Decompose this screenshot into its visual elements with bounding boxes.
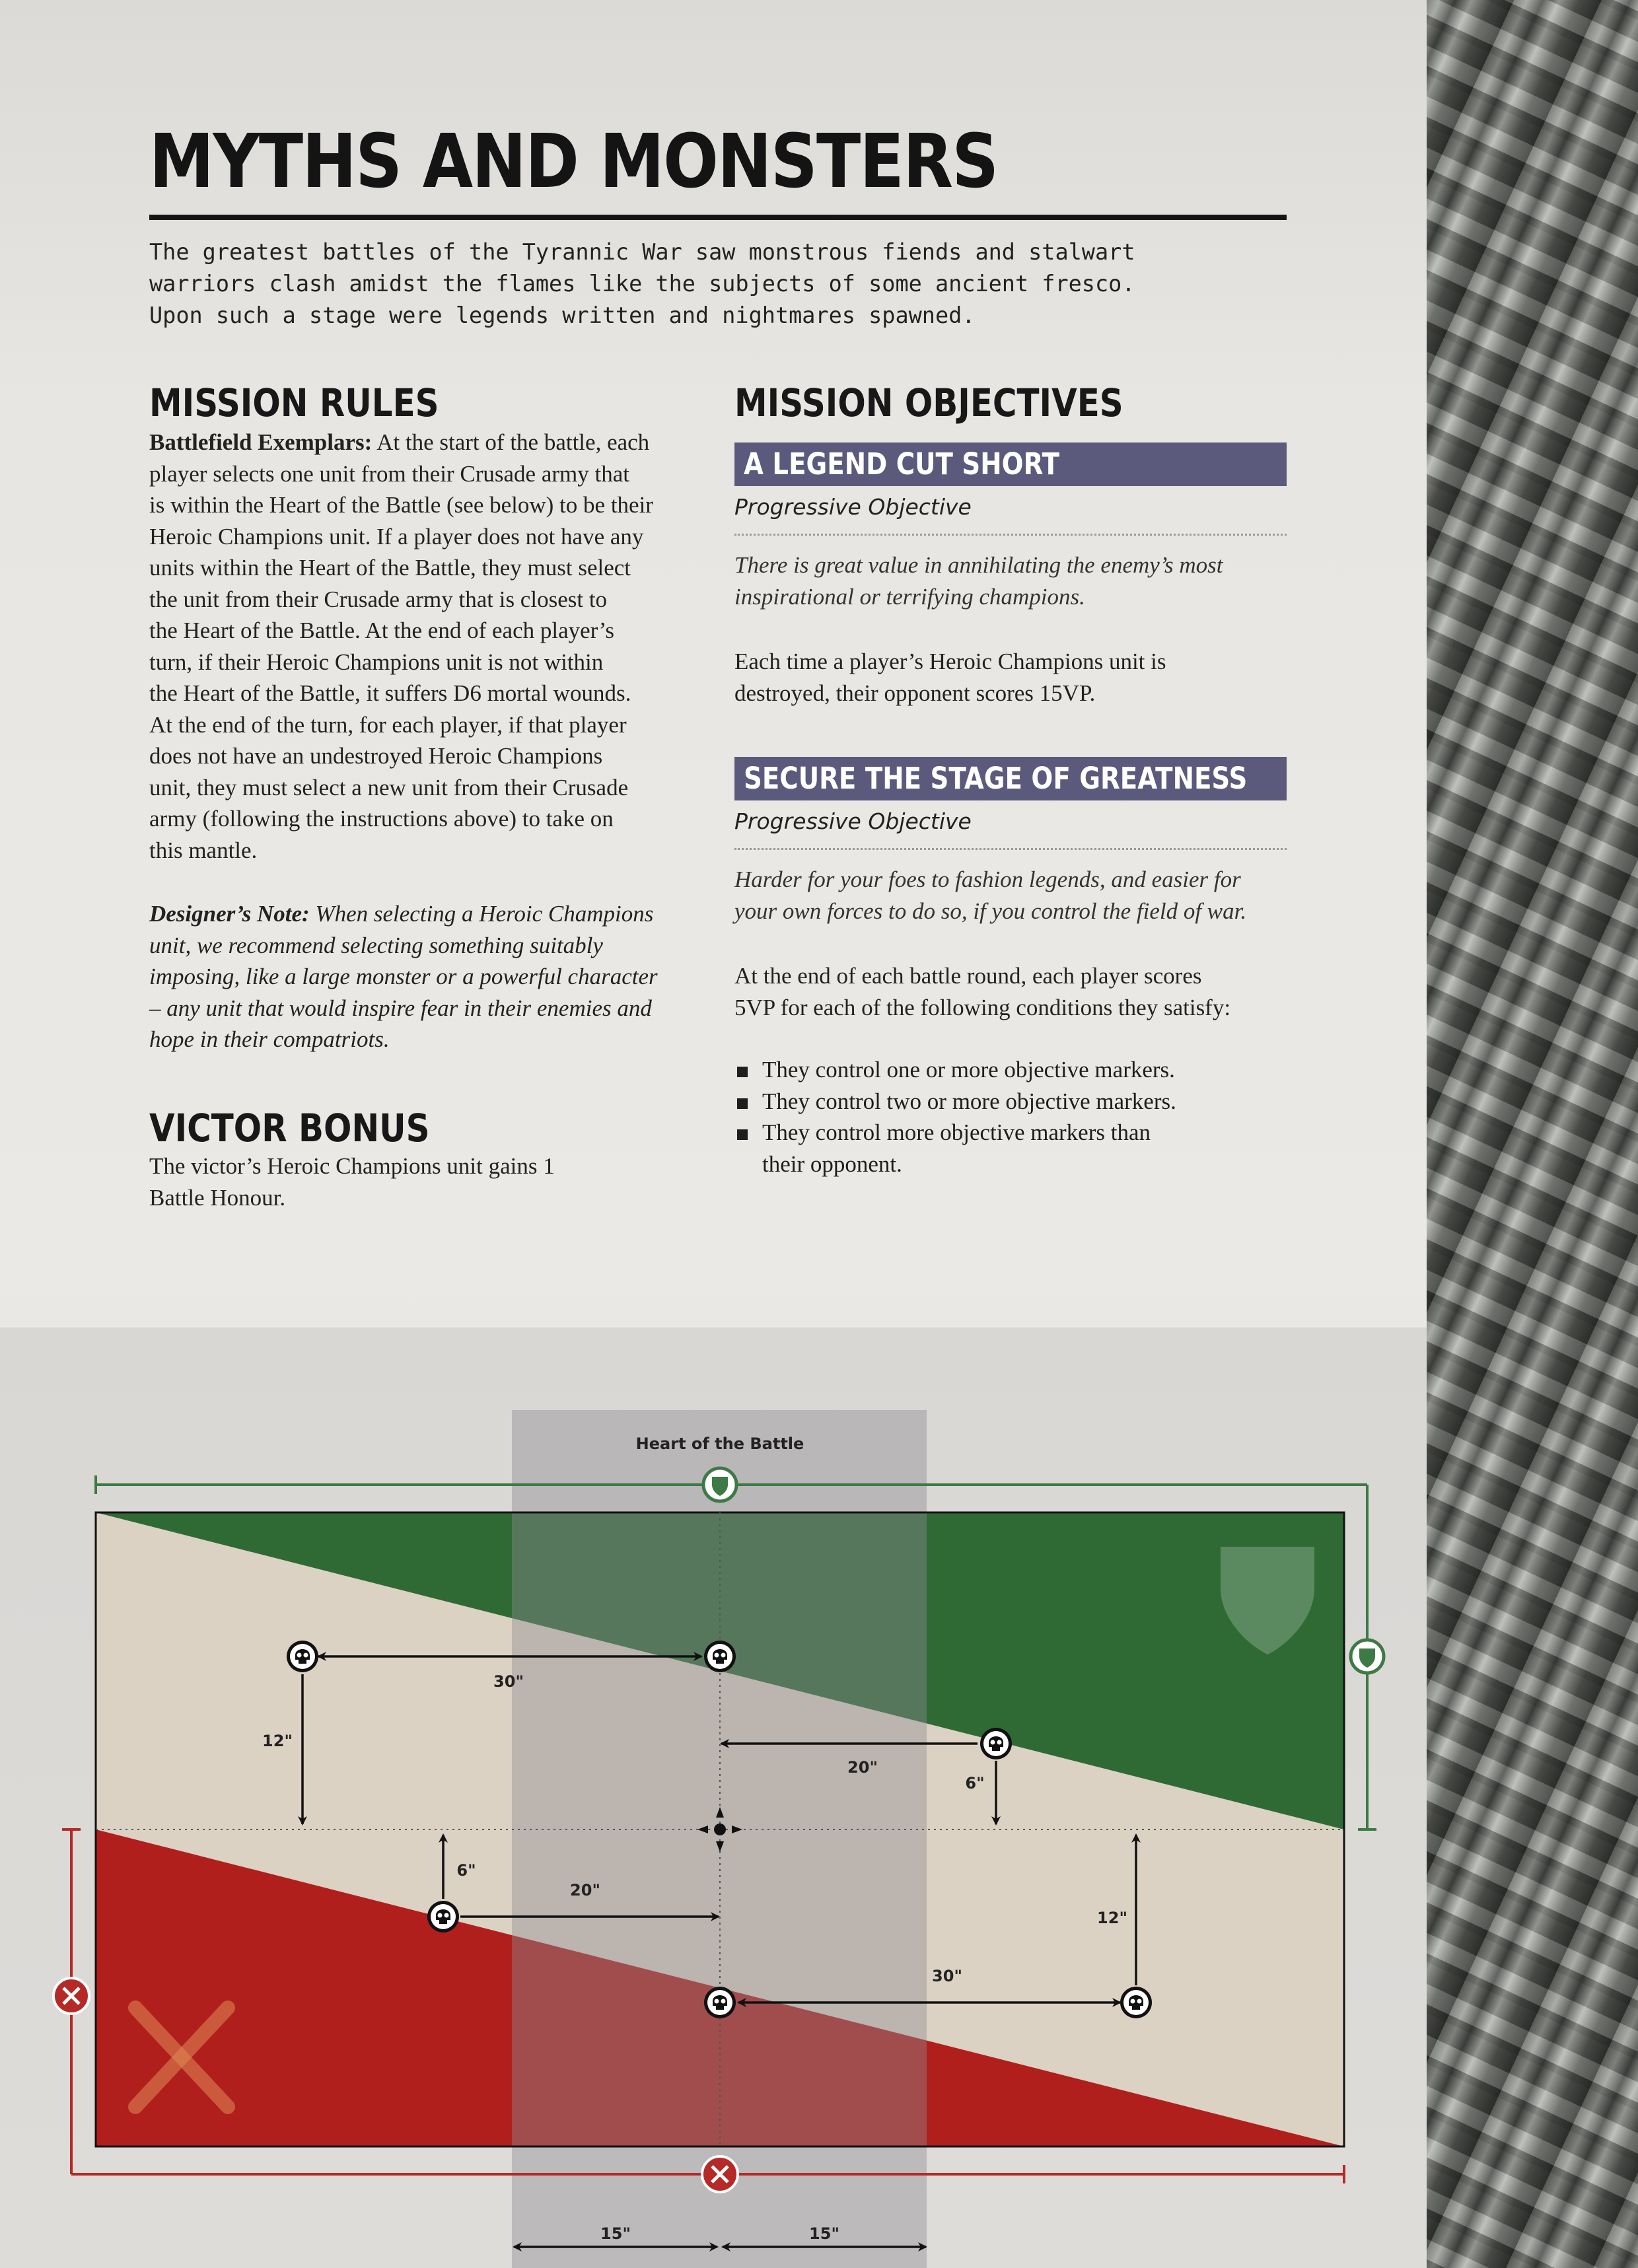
body-line: 5VP for each of the following conditions they satisfy:: [734, 994, 1231, 1020]
intro-line: warriors clash amidst the flames like the subjects of some ancient fresco.: [149, 271, 1135, 297]
distance-label: 20": [847, 1758, 878, 1777]
note-line: hope in their compatriots.: [149, 1026, 390, 1052]
decorative-sidebar-texture: [1427, 0, 1638, 2268]
objective-banner: [734, 757, 1287, 800]
note-line: When selecting a Heroic Champions: [315, 901, 654, 927]
title-rule: [149, 215, 1287, 220]
rule-line: turn, if their Heroic Champions unit is not within: [149, 649, 604, 675]
distance-label: 12": [1097, 1909, 1127, 1927]
victor-bonus-text: [149, 1151, 730, 1213]
skull-objective-icon: [704, 1641, 736, 1672]
victor-line: The victor’s Heroic Champions unit gains 1: [149, 1153, 555, 1179]
intro-line: Upon such a stage were legends written and nightmares spawned.: [149, 302, 976, 328]
rule-line: the Heart of the Battle, it suffers D6 mortal wounds.: [149, 680, 631, 706]
victor-line: Battle Honour.: [149, 1184, 286, 1211]
bullet-text: They control more objective markers than: [762, 1119, 1151, 1145]
rule-line: At the start of the battle, each: [376, 429, 650, 455]
deployment-map: [0, 1328, 1427, 2268]
rule-line: units within the Heart of the Battle, they must select: [149, 555, 631, 581]
rule-line: army (following the instructions above) to take on: [149, 806, 614, 832]
objective-body: [734, 960, 1296, 1023]
distance-label: 12": [262, 1732, 293, 1750]
heart-of-the-battle-zone: [512, 1410, 927, 2268]
dotted-divider: [734, 848, 1287, 850]
distance-label: 6": [456, 1861, 476, 1880]
mission-rules-heading: MISSION RULES: [149, 380, 439, 425]
rule-line: is within the Heart of the Battle (see below) to be their: [149, 492, 653, 518]
defender-shield-marker-icon: [703, 1468, 736, 1501]
rule-line: the Heart of the Battle. At the end of each player’s: [149, 618, 614, 643]
objective-title: A LEGEND CUT SHORT: [744, 446, 1060, 481]
page-title: MYTHS AND MONSTERS: [149, 119, 998, 205]
objective-flavour: [734, 549, 1296, 612]
note-line: unit, we recommend selecting something suitably: [149, 932, 603, 958]
distance-label: 6": [965, 1774, 985, 1792]
flavour-line: your own forces to do so, if you control the field of war.: [734, 898, 1247, 924]
skull-objective-icon: [287, 1641, 318, 1672]
heart-of-the-battle-label: Heart of the Battle: [635, 1435, 804, 1453]
distance-label: 30": [493, 1672, 524, 1691]
list-item: [734, 1117, 1289, 1180]
mission-rules-text: [149, 427, 730, 866]
dotted-divider: [734, 534, 1287, 536]
distance-label: 30": [932, 1967, 962, 1985]
attacker-swords-marker-icon: [702, 2156, 738, 2192]
flavour-line: Harder for your foes to fashion legends, and easier for: [734, 867, 1241, 892]
mission-objectives-heading: MISSION OBJECTIVES: [734, 380, 1123, 425]
attacker-swords-marker-icon: [53, 1978, 89, 2014]
rule-line: At the end of the turn, for each player, if that player: [149, 711, 627, 738]
conditions-list: [734, 1054, 1289, 1180]
objective-banner: [734, 443, 1287, 486]
distance-label: 15": [600, 2224, 631, 2243]
rule-line: player selects one unit from their Crusade army that: [149, 460, 629, 487]
designers-note: [149, 898, 730, 1055]
skull-objective-icon: [1120, 1987, 1152, 2018]
body-line: At the end of each battle round, each player scores: [734, 963, 1202, 989]
skull-objective-icon: [704, 1987, 736, 2018]
bullet-text: their opponent.: [762, 1151, 902, 1177]
list-item: [734, 1086, 1289, 1117]
rule-line: unit, they must select a new unit from their Crusade: [149, 774, 629, 800]
objective-type: Progressive Objective: [734, 494, 972, 520]
intro-text: [149, 236, 1312, 332]
rule-lead: Battlefield Exemplars:: [149, 429, 373, 455]
body-line: destroyed, their opponent scores 15VP.: [734, 680, 1096, 706]
rule-line: this mantle.: [149, 837, 258, 863]
bullet-text: They control one or more objective markers.: [762, 1057, 1175, 1082]
intro-line: The greatest battles of the Tyrannic War saw monstrous fiends and stalwart: [149, 239, 1135, 265]
objective-title: SECURE THE STAGE OF GREATNESS: [744, 761, 1248, 796]
objective-type: Progressive Objective: [734, 808, 972, 834]
rule-line: the unit from their Crusade army that is closest to: [149, 586, 608, 612]
defender-shield-marker-icon: [1351, 1640, 1384, 1673]
victor-bonus-heading: VICTOR BONUS: [149, 1106, 430, 1151]
body-line: Each time a player’s Heroic Champions unit is: [734, 649, 1166, 674]
rule-line: Heroic Champions unit. If a player does not have any: [149, 523, 644, 549]
distance-label: 20": [570, 1881, 600, 1899]
objective-body: [734, 646, 1296, 709]
note-line: imposing, like a large monster or a powerful character: [149, 964, 658, 989]
skull-objective-icon: [980, 1728, 1012, 1759]
bullet-text: They control two or more objective markers.: [762, 1088, 1176, 1114]
note-lead: Designer’s Note:: [149, 901, 310, 927]
distance-label: 15": [809, 2224, 839, 2243]
flavour-line: inspirational or terrifying champions.: [734, 583, 1085, 610]
note-line: – any unit that would inspire fear in their enemies and: [149, 995, 652, 1021]
list-item: [734, 1054, 1289, 1086]
flavour-line: There is great value in annihilating the enemy’s most: [734, 552, 1223, 578]
objective-flavour: [734, 864, 1296, 927]
skull-objective-icon: [427, 1901, 459, 1932]
rule-line: does not have an undestroyed Heroic Champions: [149, 743, 603, 769]
